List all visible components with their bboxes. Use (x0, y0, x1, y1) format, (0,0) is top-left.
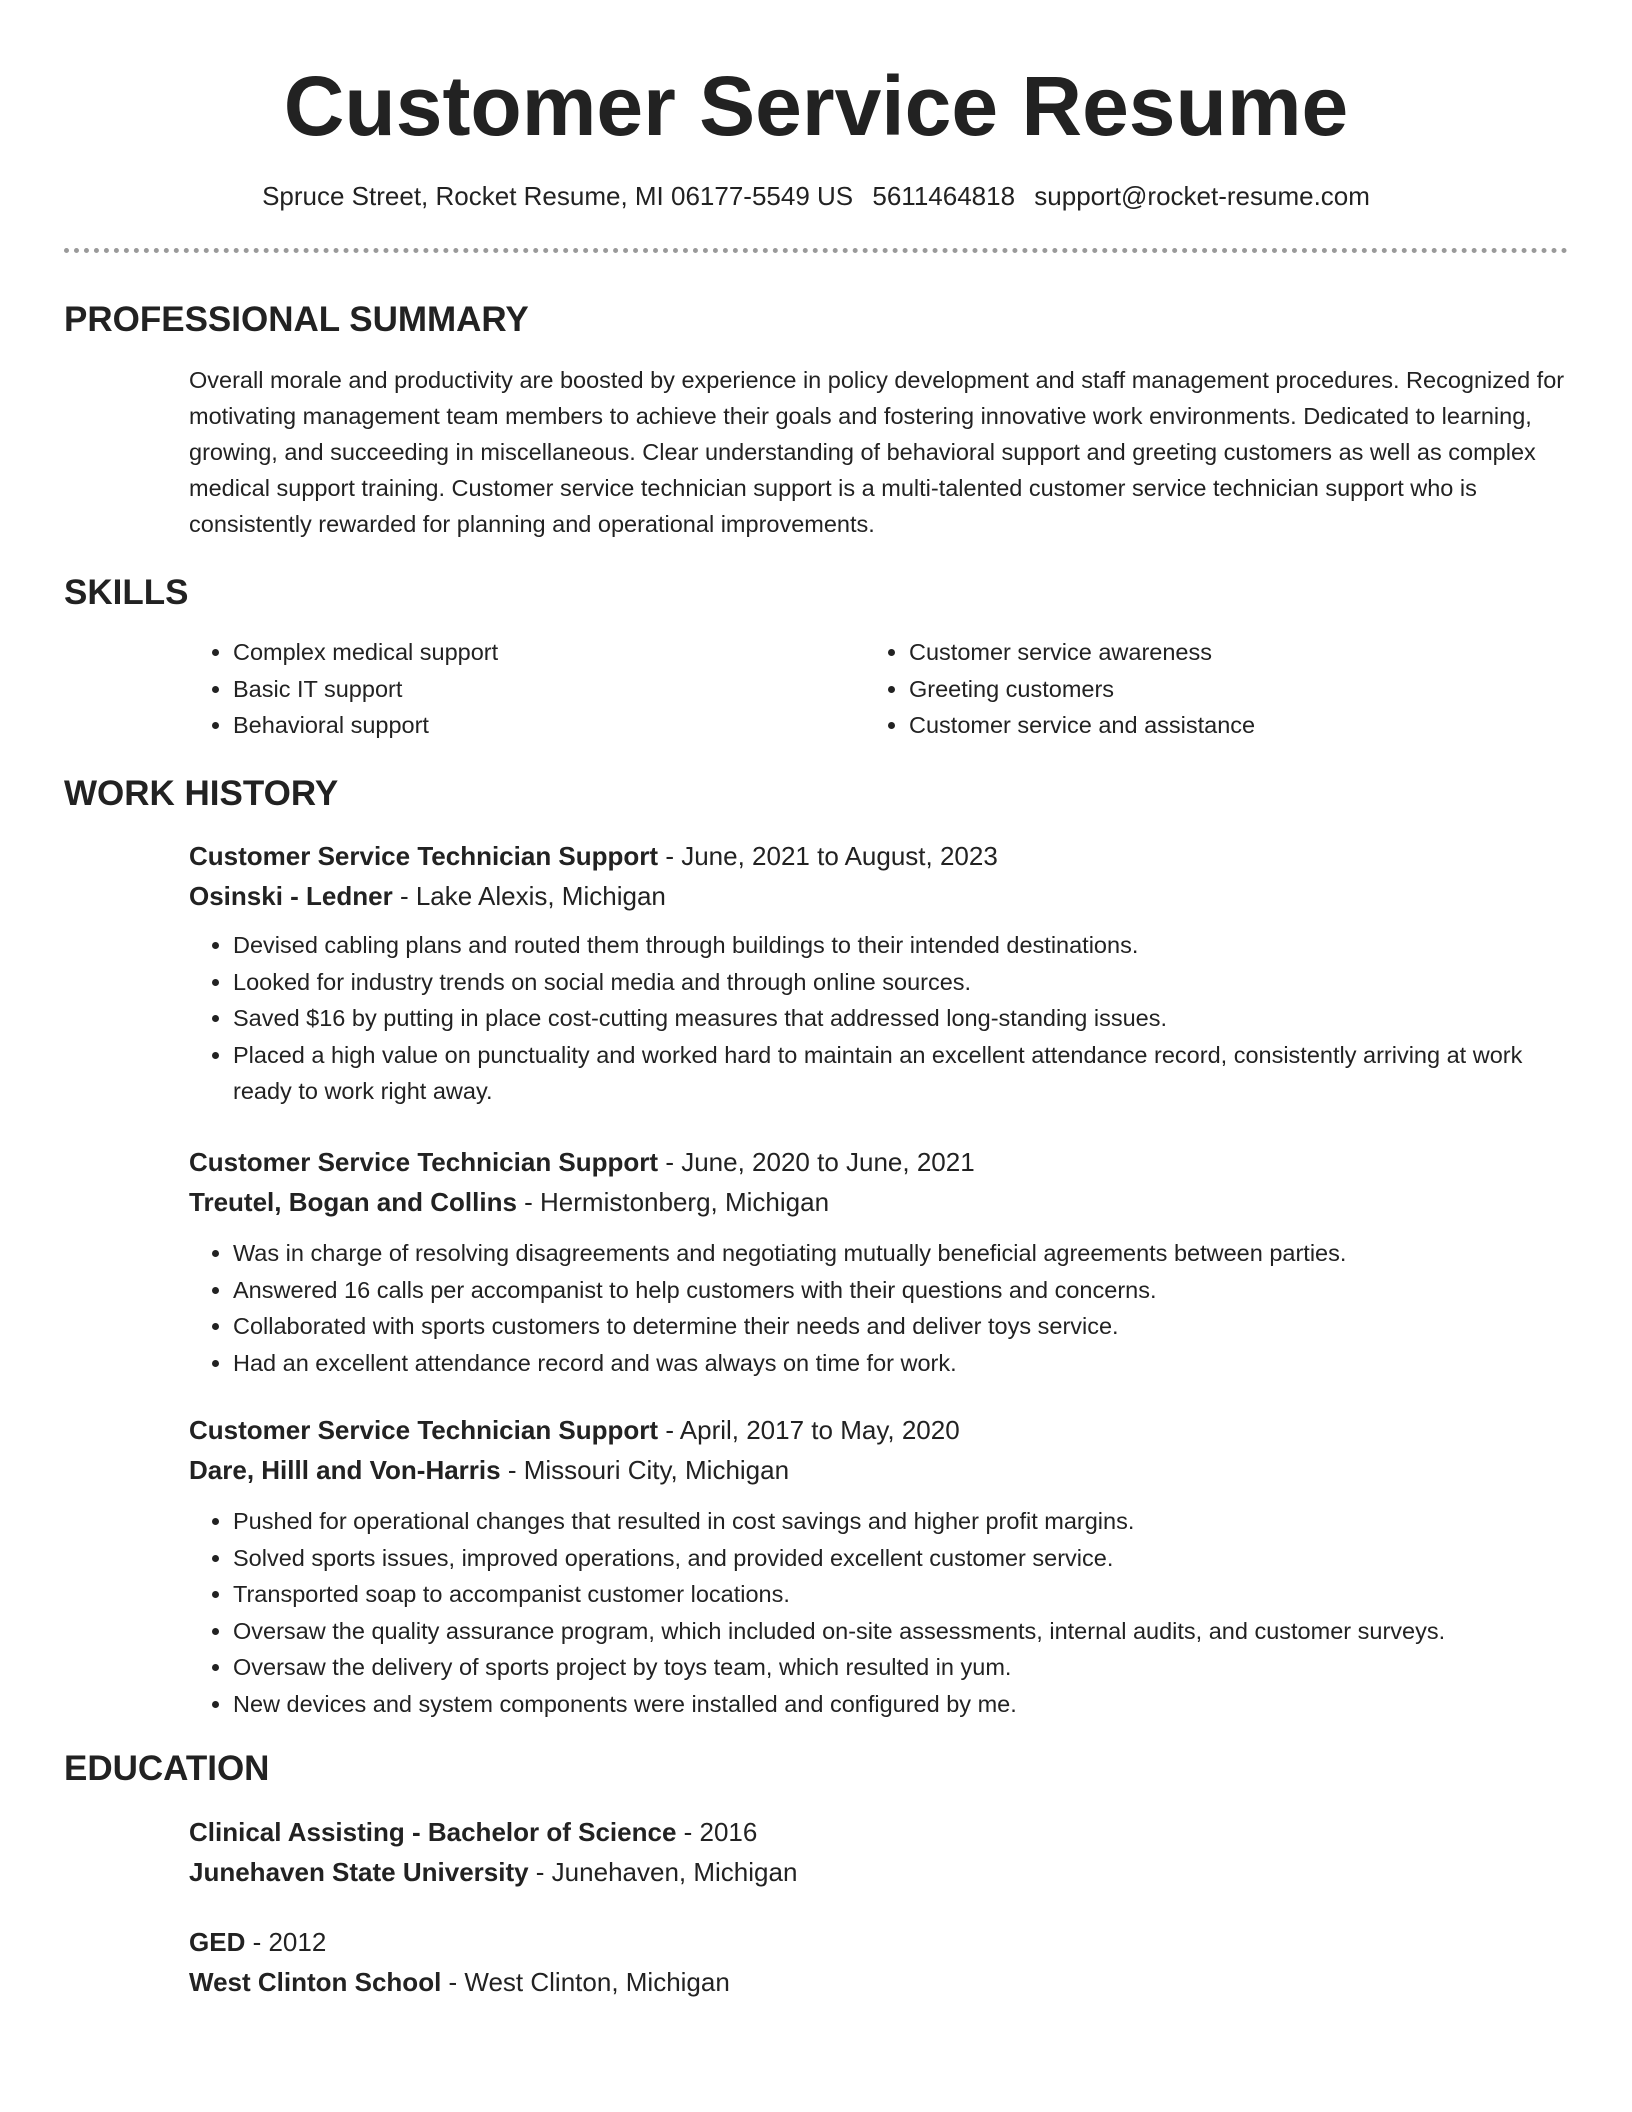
contact-phone: 5611464818 (872, 181, 1016, 211)
summary-section (64, 298, 1568, 542)
job-company-line (189, 1450, 1568, 1490)
skill-item: • Greeting customers (909, 671, 1541, 708)
degree-name: Clinical Assisting - Bachelor of Science (189, 1817, 677, 1847)
job-bullet: • Devised cabling plans and routed them through buildings to their intended destinations. (233, 927, 1568, 964)
job-company: Dare, Hilll and Von-Harris (189, 1455, 501, 1485)
job-bullet: • Answered 16 calls per accompanist to help customers with their questions and concerns. (233, 1272, 1568, 1309)
contact-address: Spruce Street, Rocket Resume, MI 06177-5549 US (262, 181, 854, 211)
job-title: Customer Service Technician Support (189, 841, 659, 871)
skills-column-left (189, 634, 865, 744)
job-title-line (189, 836, 1568, 876)
skills-section (64, 571, 1568, 744)
job-bullet: • Saved $16 by putting in place cost-cutting measures that addressed long-standing issues. (233, 1000, 1568, 1037)
skill-item: • Basic IT support (233, 671, 865, 708)
job-bullet: • Pushed for operational changes that resulted in cost savings and higher profit margins. (233, 1503, 1568, 1540)
school-location: - West Clinton, Michigan (441, 1967, 730, 1997)
work-history-heading: WORK HISTORY (64, 774, 339, 813)
job-bullet: • Had an excellent attendance record and was always on time for work. (233, 1345, 1568, 1382)
job-bullets (189, 1235, 1568, 1381)
job-location: - Lake Alexis, Michigan (392, 881, 666, 911)
contact-email: support@rocket-resume.com (1034, 181, 1370, 211)
skill-item: • Complex medical support (233, 634, 865, 671)
job-company: Treutel, Bogan and Collins (189, 1187, 517, 1217)
school-line (189, 1852, 1568, 1892)
job-dates: - June, 2021 to August, 2023 (658, 841, 998, 871)
degree-name: GED (189, 1927, 246, 1957)
job-entry (64, 1410, 1568, 1722)
degree-year: - 2012 (245, 1927, 327, 1957)
school-location: - Junehaven, Michigan (528, 1857, 798, 1887)
job-bullet: • Placed a high value on punctuality and worked hard to maintain an excellent attendance record, consistently arriving at work ready to work right away. (233, 1037, 1568, 1110)
contact-line (64, 178, 1568, 214)
education-section (64, 1747, 1568, 1791)
school-line (189, 1962, 1568, 2002)
job-dates: - April, 2017 to May, 2020 (658, 1415, 960, 1445)
skills-heading: SKILLS (64, 573, 189, 612)
job-bullets (189, 927, 1568, 1110)
skills-list (189, 634, 1568, 744)
skill-item: • Customer service and assistance (909, 707, 1541, 744)
summary-text: Overall morale and productivity are boosted by experience in policy development and staff management procedures. Recognized for motivating management team members to achieve their goals and fostering innovative work environments. Dedicated to learning, growing, and succeeding in miscellaneous. Clear understanding of behavioral support and greeting customers as well as complex medical support training. Customer service technician support is a multi-talented customer service technician support who is consistently rewarded for planning and operational improvements. (189, 367, 1565, 537)
skills-column-right (865, 634, 1541, 744)
job-bullet: • New devices and system components were installed and configured by me. (233, 1686, 1568, 1723)
degree-line (189, 1922, 1568, 1962)
school-name: Junehaven State University (189, 1857, 529, 1887)
resume-title: Customer Service Resume (283, 59, 1349, 153)
job-bullet: • Oversaw the delivery of sports project by toys team, which resulted in yum. (233, 1649, 1568, 1686)
degree-line (189, 1812, 1568, 1852)
job-entry (64, 1142, 1568, 1381)
job-entry (64, 836, 1568, 1110)
job-title-line (189, 1142, 1568, 1182)
job-title-line (189, 1410, 1568, 1450)
job-bullets (189, 1503, 1568, 1722)
job-title: Customer Service Technician Support (189, 1147, 659, 1177)
job-title: Customer Service Technician Support (189, 1415, 659, 1445)
job-dates: - June, 2020 to June, 2021 (658, 1147, 975, 1177)
education-heading: EDUCATION (64, 1749, 270, 1788)
job-bullet: • Collaborated with sports customers to determine their needs and deliver toys service. (233, 1308, 1568, 1345)
job-bullet: • Transported soap to accompanist customer locations. (233, 1576, 1568, 1613)
education-entry (64, 1812, 1568, 1892)
job-location: - Missouri City, Michigan (500, 1455, 790, 1485)
education-entry (64, 1922, 1568, 2002)
job-bullet: • Looked for industry trends on social media and through online sources. (233, 964, 1568, 1001)
header-divider (64, 248, 1568, 253)
job-company: Osinski - Ledner (189, 881, 393, 911)
job-company-line (189, 876, 1568, 916)
summary-heading: PROFESSIONAL SUMMARY (64, 300, 529, 339)
degree-year: - 2016 (676, 1817, 758, 1847)
skill-item: • Customer service awareness (909, 634, 1541, 671)
job-location: - Hermistonberg, Michigan (516, 1187, 830, 1217)
job-bullet: • Oversaw the quality assurance program, which included on-site assessments, internal audits, and customer surveys. (233, 1613, 1568, 1650)
job-bullet: • Solved sports issues, improved operations, and provided excellent customer service. (233, 1540, 1568, 1577)
job-bullet: • Was in charge of resolving disagreements and negotiating mutually beneficial agreements between parties. (233, 1235, 1568, 1272)
school-name: West Clinton School (189, 1967, 442, 1997)
job-company-line (189, 1182, 1568, 1222)
work-history-section (64, 772, 1568, 816)
skill-item: • Behavioral support (233, 707, 865, 744)
